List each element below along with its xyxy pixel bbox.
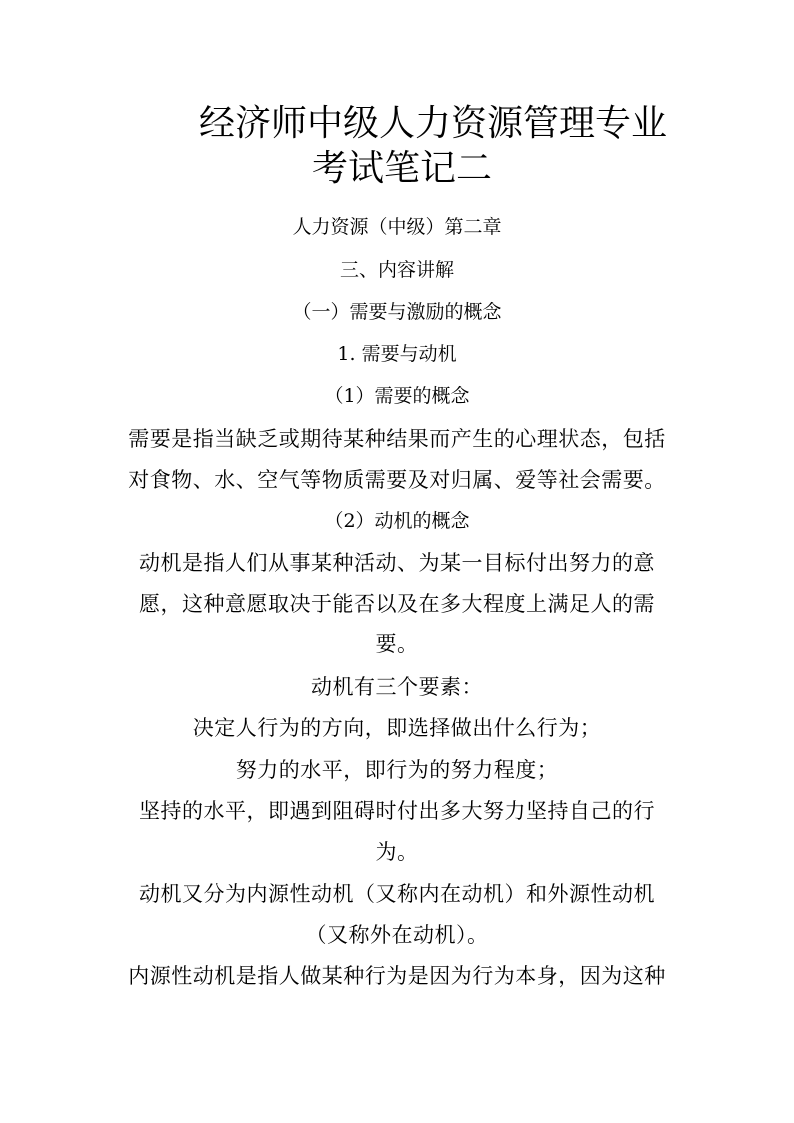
paragraph-line: 坚持的水平，即遇到阻碍时付出多大努力坚持自己的行	[139, 799, 655, 823]
paragraph-line: 要。	[375, 632, 419, 656]
paragraph-line: 动机又分为内源性动机（又称内在动机）和外源性动机	[139, 882, 655, 906]
document-title-line-1: 经济师中级人力资源管理专业	[198, 103, 667, 144]
paragraph-line: 对食物、水、空气等物质需要及对归属、爱等社会需要。	[128, 468, 666, 492]
paragraph-line: 动机是指人们从事某种活动、为某一目标付出努力的意	[139, 551, 655, 575]
paragraph-line: （又称外在动机）。	[305, 923, 489, 947]
paragraph-line: 愿，这种意愿取决于能否以及在多大程度上满足人的需	[139, 592, 655, 616]
item-heading: 1. 需要与动机	[337, 343, 457, 365]
paragraph-line: 努力的水平，即行为的努力程度；	[235, 758, 559, 782]
paragraph-line: 需要是指当缺乏或期待某种结果而产生的心理状态，包括	[128, 427, 666, 451]
paragraph-line: 动机有三个要素：	[311, 675, 483, 699]
document-title-line-2: 考试笔记二	[311, 148, 492, 189]
item-subheading-need: （1）需要的概念	[324, 385, 470, 407]
section-heading: 三、内容讲解	[339, 259, 454, 281]
paragraph-line: 决定人行为的方向，即选择做出什么行为；	[192, 716, 602, 740]
subsection-heading: （一）需要与激励的概念	[292, 301, 502, 323]
chapter-heading: 人力资源（中级）第二章	[292, 216, 502, 238]
item-subheading-motive: （2）动机的概念	[324, 510, 470, 532]
paragraph-line: 内源性动机是指人做某种行为是因为行为本身，因为这种	[128, 964, 666, 988]
paragraph-line: 为。	[375, 840, 419, 864]
